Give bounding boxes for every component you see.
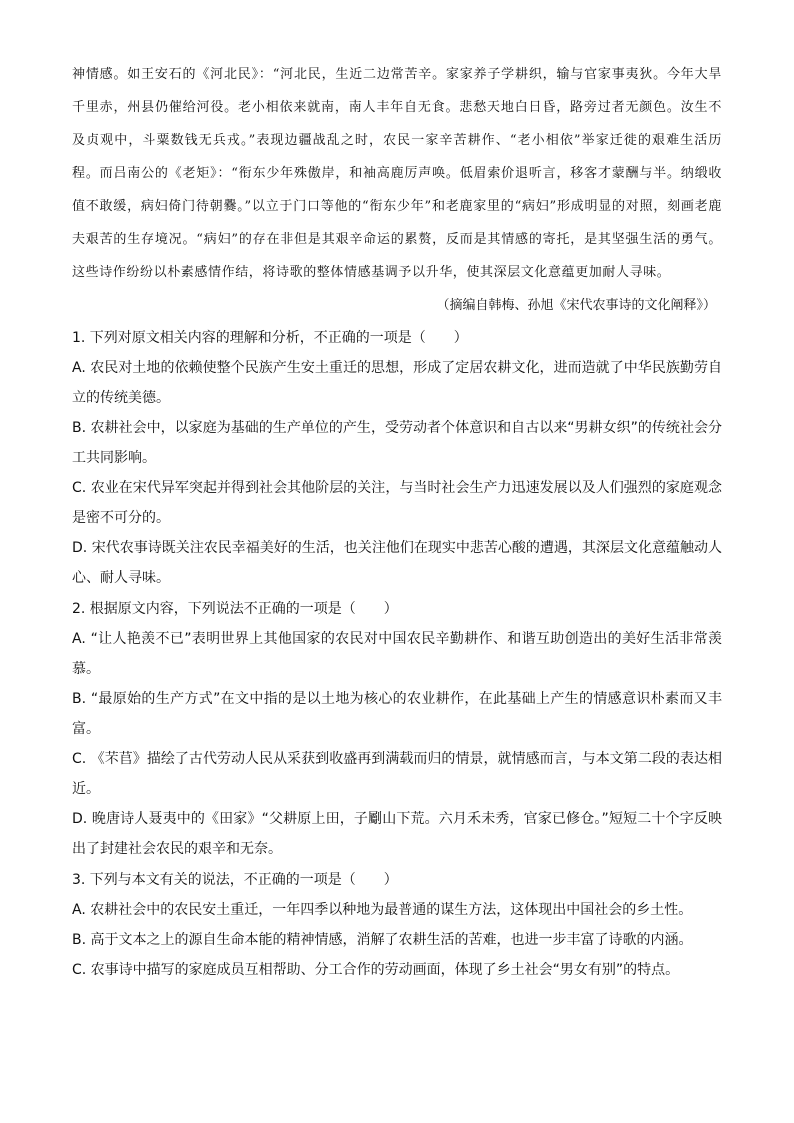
option-d: D. 晚唐诗人聂夷中的《田家》“父耕原上田，子劚山下荒。六月禾未秀，官家已修仓。”短短二十个字反映出了封建社会农民的艰辛和无奈。 [72, 811, 722, 857]
option-a: A. “让人艳羡不已”表明世界上其他国家的农民对中国农民辛勤耕作、和谐互助创造出的美好生活非常羡慕。 [72, 631, 722, 677]
option-a: A. 农民对土地的依赖使整个民族产生安土重迁的思想，形成了定居农耕文化，进而造就了中华民族勤劳自立的传统美德。 [72, 360, 722, 406]
question-stem: 3. 下列与本文有关的说法，不正确的一项是（ ） [72, 872, 398, 888]
option-b: B. “最原始的生产方式”在文中指的是以土地为核心的农业耕作，在此基础上产生的情感意识朴素而又丰富。 [72, 691, 722, 737]
passage-source: （摘编自韩梅、孙旭《宋代农事诗的文化阐释》） [436, 298, 716, 313]
option-b: B. 农耕社会中，以家庭为基础的生产单位的产生，受劳动者个体意识和自古以来“男耕女织”的传统社会分工共同影响。 [72, 420, 722, 466]
question-stem: 1. 下列对原文相关内容的理解和分析，不正确的一项是（ ） [72, 330, 468, 346]
option-c: C. 农业在宋代异军突起并得到社会其他阶层的关注，与当时社会生产力迅速发展以及人们强烈的家庭观念是密不可分的。 [72, 480, 722, 526]
question-stem: 2. 根据原文内容，下列说法不正确的一项是（ ） [72, 601, 398, 617]
option-b: B. 高于文本之上的源自生命本能的精神情感，消解了农耕生活的苦难，也进一步丰富了诗歌的内涵。 [72, 932, 693, 948]
option-c: C. 农事诗中描写的家庭成员互相帮助、分工合作的劳动画面，体现了乡土社会“男女有别”的特点。 [72, 962, 680, 978]
question-3 [72, 865, 722, 985]
document-page [72, 58, 722, 985]
question-2 [72, 594, 722, 864]
option-a: A. 农耕社会中的农民安土重迁，一年四季以种地为最普通的谋生方法，这体现出中国社会的乡土性。 [72, 902, 693, 918]
question-1 [72, 323, 722, 593]
option-c: C. 《芣苢》描绘了古代劳动人民从采获到收盛再到满载而归的情景，就情感而言，与本文第二段的表达相近。 [72, 751, 722, 797]
passage-paragraph: 神情感。如王安石的《河北民》：“河北民，生近二边常苦辛。家家养子学耕织，输与官家事夷狄。今年大旱千里赤，州县仍催给河役。老小相依来就南，南人丰年自无食。悲愁天地白日昏，路旁过者无颜色。汝生不及贞观中，斗粟数钱无兵戎。”表现边疆战乱之时，农民一家辛苦耕作、“老小相依”举家迁徙的艰难生活历程。而吕南公的《老矩》：“衔东少年殊傲岸，和袖高鹿厉声唤。低眉索价退听言，移客才蒙酬与半。纳缎收值不敢缓，病妇倚门待朝爨。”以立于门口等他的“衔东少年”和老鹿家里的“病妇”形成明显的对照，刻画老鹿夫艰苦的生存境况。“病妇”的存在非但是其艰辛命运的累赘，反而是其情感的寄托，是其坚强生活的勇气。这些诗作纷纷以朴素感情作结，将诗歌的整体情感基调予以升华，使其深层文化意蕴更加耐人寻味。 [72, 67, 722, 280]
option-d: D. 宋代农事诗既关注农民幸福美好的生活，也关注他们在现实中悲苦心酸的遭遇，其深层文化意蕴触动人心、耐人寻味。 [72, 540, 722, 586]
